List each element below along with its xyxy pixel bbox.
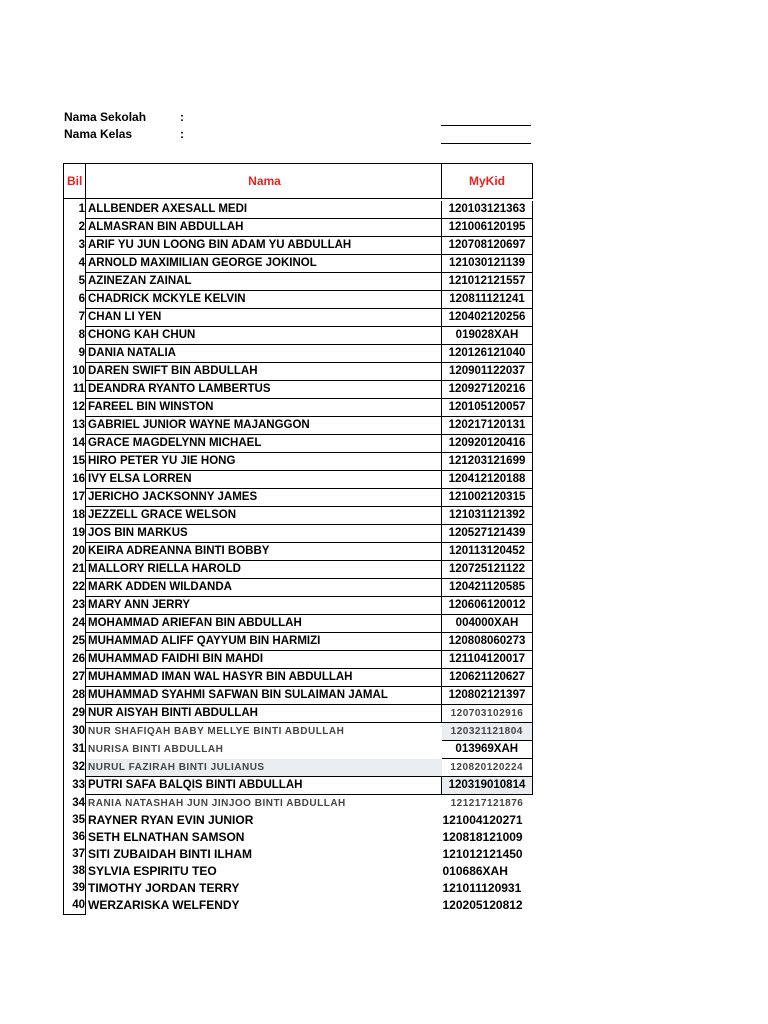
cell-bil: 26 xyxy=(64,651,86,669)
table-row xyxy=(64,615,533,633)
cell-nama: CHAN LI YEN xyxy=(86,309,442,327)
table-row xyxy=(64,880,533,897)
cell-bil: 18 xyxy=(64,507,86,525)
cell-nama: MUHAMMAD ALIFF QAYYUM BIN HARMIZI xyxy=(86,633,442,651)
table-row xyxy=(64,897,533,915)
cell-bil: 13 xyxy=(64,417,86,435)
table-row xyxy=(64,741,533,759)
column-header-bil: Bil xyxy=(64,164,86,199)
cell-nama: MARY ANN JERRY xyxy=(86,597,442,615)
column-header-nama: Nama xyxy=(86,164,442,199)
table-row xyxy=(64,417,533,435)
cell-mykid: 120217120131 xyxy=(442,417,533,435)
cell-bil: 8 xyxy=(64,327,86,345)
cell-nama: NURUL FAZIRAH BINTI JULIANUS xyxy=(86,759,442,777)
cell-bil: 37 xyxy=(64,846,86,863)
cell-bil: 27 xyxy=(64,669,86,687)
cell-mykid: 121004120271 xyxy=(442,813,523,827)
table-row xyxy=(64,846,533,863)
school-name-colon: : xyxy=(180,110,184,124)
table-row xyxy=(64,669,533,687)
cell-nama: FAREEL BIN WINSTON xyxy=(86,399,442,417)
cell-bil: 23 xyxy=(64,597,86,615)
cell-nama: JERICHO JACKSONNY JAMES xyxy=(86,489,442,507)
cell-bil: 34 xyxy=(64,795,86,813)
cell-nama: HIRO PETER YU JIE HONG xyxy=(86,453,442,471)
cell-nama: AZINEZAN ZAINAL xyxy=(86,273,442,291)
table-row xyxy=(64,381,533,399)
cell-mykid: 121104120017 xyxy=(442,651,533,669)
cell-nama: ALLBENDER AXESALL MEDI xyxy=(86,201,442,219)
cell-nama: MUHAMMAD IMAN WAL HASYR BIN ABDULLAH xyxy=(86,669,442,687)
table-header-row xyxy=(64,164,533,199)
cell-mykid: 120808060273 xyxy=(442,633,533,651)
cell-mykid: 120927120216 xyxy=(442,381,533,399)
cell-nama: WERZARISKA WELFENDY xyxy=(88,898,240,913)
cell-bil: 7 xyxy=(64,309,86,327)
cell-bil: 22 xyxy=(64,579,86,597)
table-row xyxy=(64,651,533,669)
table-row xyxy=(64,525,533,543)
table-row xyxy=(64,812,533,829)
cell-mykid: 121012121450 xyxy=(442,847,523,861)
cell-nama: TIMOTHY JORDAN TERRY xyxy=(88,881,240,895)
table-row xyxy=(64,399,533,417)
class-name-label: Nama Kelas xyxy=(64,127,133,141)
cell-nama: PUTRI SAFA BALQIS BINTI ABDULLAH xyxy=(86,777,442,795)
cell-nama: SITI ZUBAIDAH BINTI ILHAM xyxy=(88,847,252,861)
table-row xyxy=(64,543,533,561)
cell-bil: 10 xyxy=(64,363,86,381)
table-row xyxy=(64,453,533,471)
cell-nama: ARIF YU JUN LOONG BIN ADAM YU ABDULLAH xyxy=(86,237,442,255)
cell-nama: JOS BIN MARKUS xyxy=(86,525,442,543)
cell-mykid: 019028XAH xyxy=(442,327,533,345)
cell-bil: 9 xyxy=(64,345,86,363)
cell-mykid: 120725121122 xyxy=(442,561,533,579)
cell-mykid: 120412120188 xyxy=(442,471,533,489)
cell-mykid: 120811121241 xyxy=(442,291,533,309)
cell-nama: RANIA NATASHAH JUN JINJOO BINTI ABDULLAH xyxy=(88,798,346,809)
cell-mykid: 120621120627 xyxy=(442,669,533,687)
cell-bil: 17 xyxy=(64,489,86,507)
cell-nama: KEIRA ADREANNA BINTI BOBBY xyxy=(86,543,442,561)
cell-mykid: 121031121392 xyxy=(442,507,533,525)
cell-mykid: 120818121009 xyxy=(442,830,523,844)
cell-nama: GRACE MAGDELYNN MICHAEL xyxy=(86,435,442,453)
cell-bil: 33 xyxy=(64,777,86,795)
table-row xyxy=(64,345,533,363)
cell-mykid: 120920120416 xyxy=(442,435,533,453)
cell-bil: 2 xyxy=(64,219,86,237)
table-row xyxy=(64,777,533,795)
cell-bil: 20 xyxy=(64,543,86,561)
cell-nama: DAREN SWIFT BIN ABDULLAH xyxy=(86,363,442,381)
cell-nama: SETH ELNATHAN SAMSON xyxy=(88,830,245,844)
cell-mykid: 120126121040 xyxy=(442,345,533,363)
table-row xyxy=(64,255,533,273)
cell-bil: 28 xyxy=(64,687,86,705)
table-row xyxy=(64,633,533,651)
cell-bil: 32 xyxy=(64,759,86,777)
table-row xyxy=(64,201,533,219)
cell-nama: MUHAMMAD SYAHMI SAFWAN BIN SULAIMAN JAMAL xyxy=(86,687,442,705)
cell-bil: 3 xyxy=(64,237,86,255)
table-row xyxy=(64,489,533,507)
cell-mykid: 120703102916 xyxy=(442,705,533,723)
cell-mykid: 120421120585 xyxy=(442,579,533,597)
cell-bil: 40 xyxy=(64,897,86,915)
cell-bil: 14 xyxy=(64,435,86,453)
column-header-mykid: MyKid xyxy=(442,164,533,199)
student-table xyxy=(63,163,533,915)
cell-mykid: 121030121139 xyxy=(442,255,533,273)
school-name-label: Nama Sekolah xyxy=(64,110,147,124)
cell-nama: ALMASRAN BIN ABDULLAH xyxy=(86,219,442,237)
table-row xyxy=(64,687,533,705)
table-row xyxy=(64,795,533,813)
cell-bil: 19 xyxy=(64,525,86,543)
cell-bil: 6 xyxy=(64,291,86,309)
table-row xyxy=(64,219,533,237)
cell-mykid: 121203121699 xyxy=(442,453,533,471)
table-row xyxy=(64,863,533,880)
cell-nama: IVY ELSA LORREN xyxy=(86,471,442,489)
cell-mykid: 121002120315 xyxy=(442,489,533,507)
class-name-field[interactable] xyxy=(441,143,531,144)
table-row xyxy=(64,759,533,777)
cell-bil: 16 xyxy=(64,471,86,489)
cell-nama: MALLORY RIELLA HAROLD xyxy=(86,561,442,579)
cell-mykid: 013969XAH xyxy=(442,741,533,759)
cell-mykid: 120205120812 xyxy=(442,898,523,913)
cell-bil: 31 xyxy=(64,741,86,759)
table-row xyxy=(64,561,533,579)
cell-mykid: 121011120931 xyxy=(442,881,522,895)
cell-bil: 35 xyxy=(64,812,86,829)
cell-mykid: 120527121439 xyxy=(442,525,533,543)
cell-mykid: 120321121804 xyxy=(442,723,533,741)
cell-nama: RAYNER RYAN EVIN JUNIOR xyxy=(88,813,254,827)
cell-nama: NUR AISYAH BINTI ABDULLAH xyxy=(86,705,442,723)
cell-mykid: 120820120224 xyxy=(442,759,533,777)
cell-mykid: 120606120012 xyxy=(442,597,533,615)
cell-bil: 29 xyxy=(64,705,86,723)
cell-nama: DEANDRA RYANTO LAMBERTUS xyxy=(86,381,442,399)
table-row xyxy=(64,705,533,723)
cell-mykid: 120319010814 xyxy=(442,777,533,795)
cell-bil: 12 xyxy=(64,399,86,417)
cell-bil: 1 xyxy=(64,201,86,219)
table-row xyxy=(64,363,533,381)
cell-mykid: 120708120697 xyxy=(442,237,533,255)
cell-bil: 24 xyxy=(64,615,86,633)
table-row xyxy=(64,507,533,525)
cell-nama: CHONG KAH CHUN xyxy=(86,327,442,345)
cell-nama: MARK ADDEN WILDANDA xyxy=(86,579,442,597)
table-row xyxy=(64,723,533,741)
table-row xyxy=(64,273,533,291)
cell-nama: GABRIEL JUNIOR WAYNE MAJANGGON xyxy=(86,417,442,435)
cell-bil: 30 xyxy=(64,723,86,741)
cell-mykid: 121006120195 xyxy=(442,219,533,237)
cell-bil: 15 xyxy=(64,453,86,471)
table-row xyxy=(64,597,533,615)
cell-mykid: 120402120256 xyxy=(442,309,533,327)
cell-mykid: 120901122037 xyxy=(442,363,533,381)
school-name-field[interactable] xyxy=(441,125,531,126)
cell-nama: NUR SHAFIQAH BABY MELLYE BINTI ABDULLAH xyxy=(88,726,345,738)
cell-nama: SYLVIA ESPIRITU TEO xyxy=(88,864,217,878)
cell-mykid: 120103121363 xyxy=(442,201,533,219)
cell-mykid: 120105120057 xyxy=(442,399,533,417)
table-row xyxy=(64,471,533,489)
table-row xyxy=(64,291,533,309)
cell-bil: 38 xyxy=(64,863,86,880)
table-row xyxy=(64,829,533,846)
cell-nama: NURISA BINTI ABDULLAH xyxy=(88,744,224,755)
cell-mykid: 121217121876 xyxy=(450,798,524,809)
cell-nama: DANIA NATALIA xyxy=(86,345,442,363)
cell-nama: JEZZELL GRACE WELSON xyxy=(86,507,442,525)
cell-bil: 5 xyxy=(64,273,86,291)
cell-mykid: 120802121397 xyxy=(442,687,533,705)
table-row xyxy=(64,327,533,345)
table-row xyxy=(64,579,533,597)
cell-nama: CHADRICK MCKYLE KELVIN xyxy=(86,291,442,309)
cell-bil: 21 xyxy=(64,561,86,579)
cell-bil: 11 xyxy=(64,381,86,399)
cell-mykid: 120113120452 xyxy=(442,543,533,561)
table-row xyxy=(64,435,533,453)
cell-mykid: 004000XAH xyxy=(442,615,533,633)
class-name-colon: : xyxy=(180,127,184,141)
cell-nama: MOHAMMAD ARIEFAN BIN ABDULLAH xyxy=(86,615,442,633)
cell-mykid: 010686XAH xyxy=(442,864,508,878)
cell-bil: 39 xyxy=(64,880,86,897)
cell-nama: MUHAMMAD FAIDHI BIN MAHDI xyxy=(86,651,442,669)
cell-bil: 36 xyxy=(64,829,86,846)
table-row xyxy=(64,309,533,327)
cell-nama: ARNOLD MAXIMILIAN GEORGE JOKINOL xyxy=(86,255,442,273)
cell-mykid: 121012121557 xyxy=(442,273,533,291)
cell-bil: 25 xyxy=(64,633,86,651)
table-row xyxy=(64,237,533,255)
cell-bil: 4 xyxy=(64,255,86,273)
